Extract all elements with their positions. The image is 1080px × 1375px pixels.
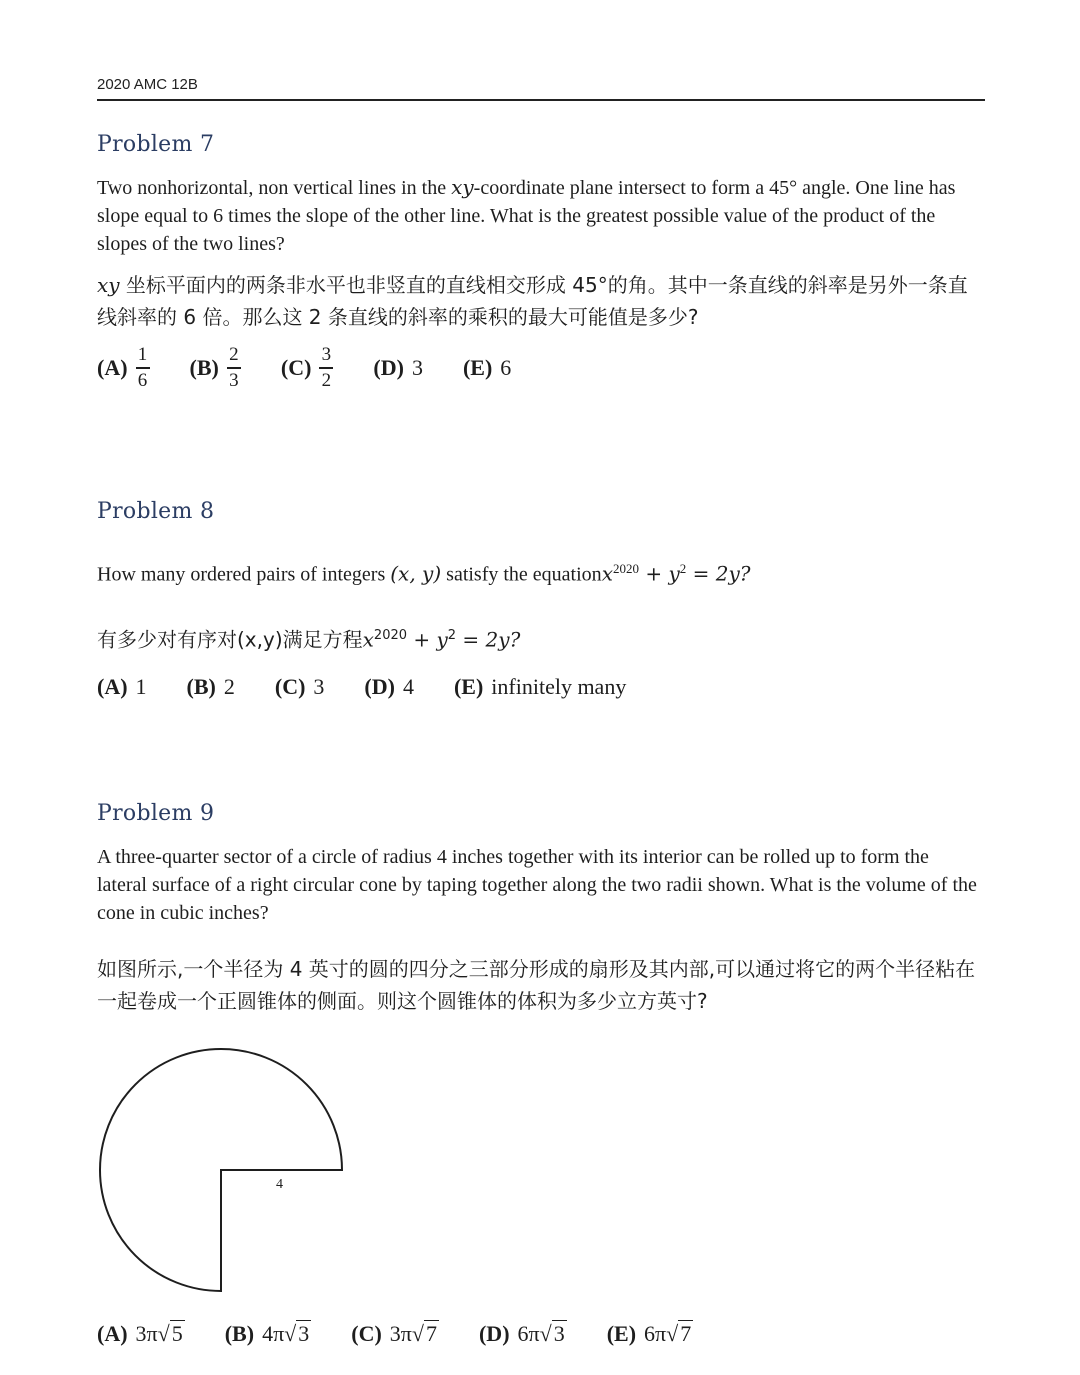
header-rule bbox=[97, 99, 985, 101]
choice-b: (B) 2 bbox=[186, 674, 235, 699]
choice-a: (A) $\frac{1}{6}$ bbox=[97, 344, 150, 392]
choice-d: (D) 4 bbox=[364, 674, 414, 699]
choice-e: (E) 6π √ 7 bbox=[606, 1320, 692, 1346]
problem-9-chinese-text: 如图所示,一个半径为 4 英寸的圆的四分之三部分形成的扇形及其内部,可以通过将它的两个半径粘在一起卷成一个正圆锥体的侧面。则这个圆锥体的体积为多少立方英寸? bbox=[97, 957, 976, 1013]
three-quarter-sector-figure bbox=[90, 1040, 360, 1300]
problem-7-english-text: Two nonhorizontal, non vertical lines in the xy-coordinate plane intersect to form a 45° angle. One line has slope equal to 6 times the slope of the other line. What is the greatest possible value of the product of the slopes of the two lines? bbox=[97, 175, 956, 255]
choice-b: (B) $\frac{2}{3}$ bbox=[190, 344, 241, 392]
choice-c: (C) 3π √ 7 bbox=[351, 1320, 437, 1346]
problem-9-choices bbox=[97, 1320, 733, 1347]
problem-8-choices bbox=[97, 674, 666, 700]
problem-7-chinese-text: xy 坐标平面内的两条非水平也非竖直的直线相交形成 45°的角。其中一条直线的斜率是另外一条直线斜率的 6 倍。那么这 2 条直线的斜率的乘积的最大可能值是多少? bbox=[97, 273, 968, 329]
choice-e: (E) 6 bbox=[462, 354, 512, 380]
problem-7-choices bbox=[97, 344, 551, 392]
sector-outline bbox=[100, 1049, 342, 1291]
problem-8-title: Problem 8 bbox=[97, 499, 215, 524]
problem-7-title: Problem 7 bbox=[97, 132, 215, 157]
problem-9-title: Problem 9 bbox=[97, 801, 215, 826]
page-header: 2020 AMC 12B bbox=[97, 76, 198, 93]
choice-b: (B) 4π √ 3 bbox=[224, 1320, 310, 1346]
choice-e: (E) infinitely many bbox=[453, 674, 627, 699]
choice-d: (D) 3 bbox=[373, 354, 423, 380]
choice-d: (D) 6π √ 3 bbox=[478, 1320, 565, 1346]
choice-a: (A) 1 bbox=[97, 674, 147, 699]
choice-a: (A) 3π √ 5 bbox=[97, 1320, 183, 1346]
choice-c: (C) 3 bbox=[274, 674, 325, 699]
problem-8-english-text: How many ordered pairs of integers (x, y) satisfy the equationx$^{2020}$ + $y^2 = 2y$? bbox=[97, 561, 751, 586]
problem-8-chinese-text: 有多少对有序对(x,y)满足方程$x^{2020} + y^2 = 2y$? bbox=[97, 627, 521, 652]
problem-9-english-text: A three-quarter sector of a circle of radius 4 inches together with its interior can be rolled up to form the lateral surface of a right circular cone by taping together along the two radii shown. What is the volume of the cone in cubic inches? bbox=[97, 846, 977, 924]
choice-c: (C) $\frac{3}{2}$ bbox=[281, 344, 334, 392]
radius-label: 4 bbox=[276, 1177, 283, 1192]
